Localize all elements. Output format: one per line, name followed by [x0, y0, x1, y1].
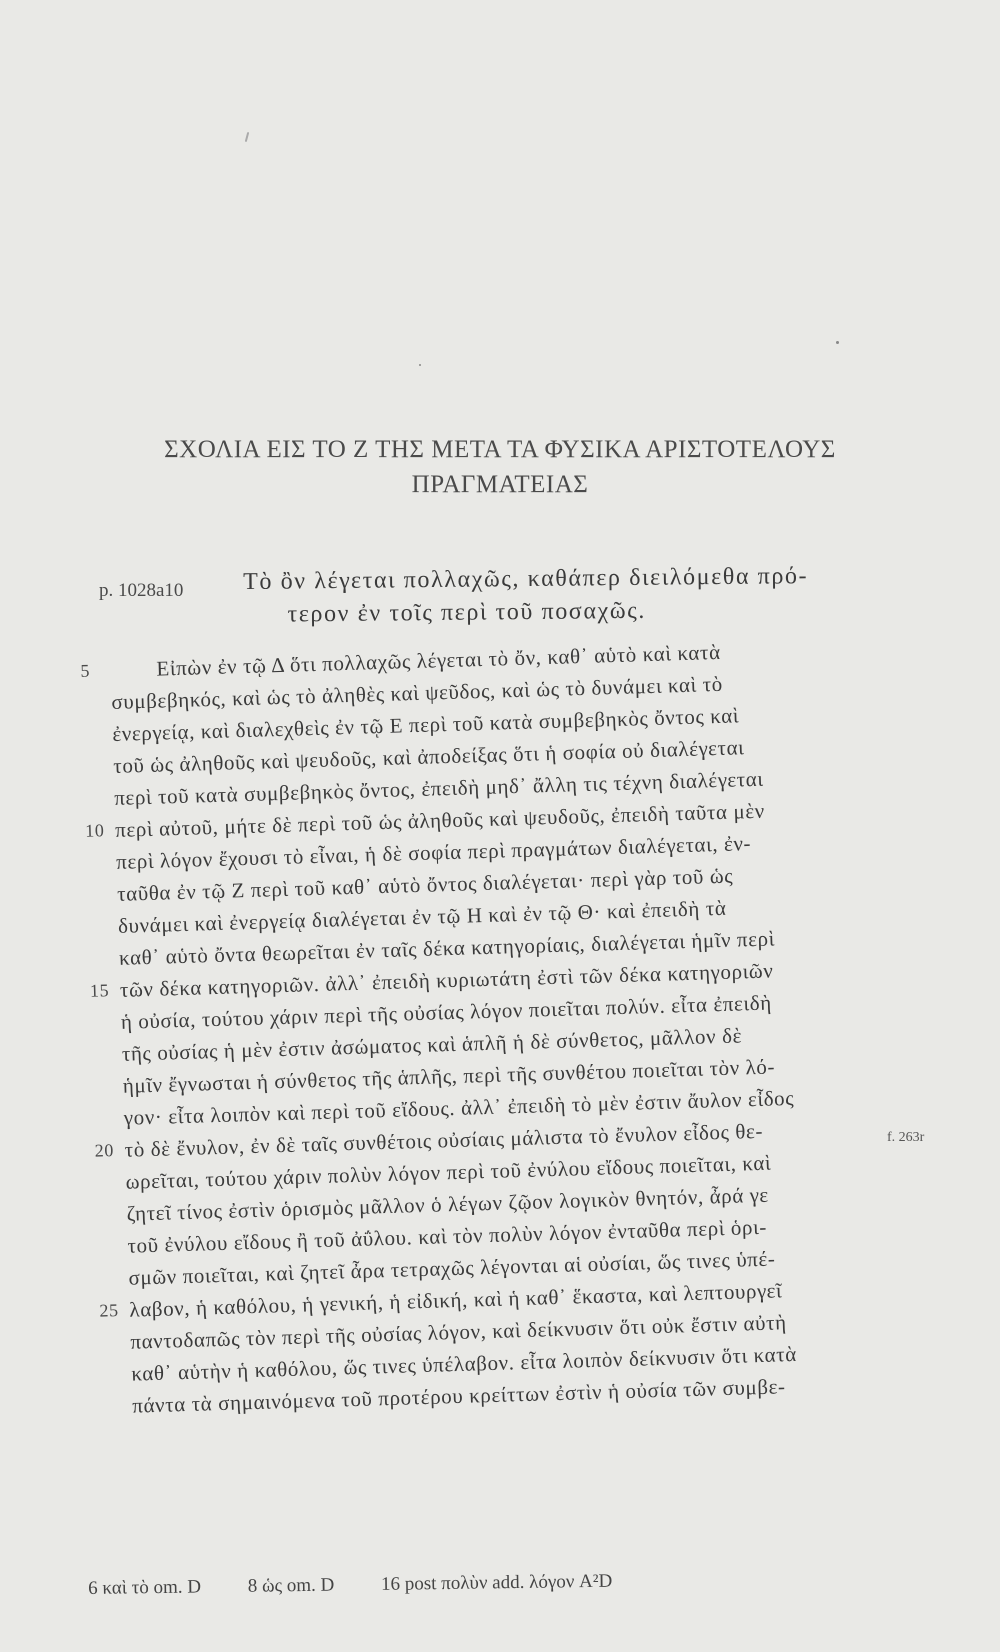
line-number: 5: [80, 660, 91, 681]
line-text: τῆς οὐσίας ἡ μὲν ἐστιν ἀσώματος καὶ ἁπλῆ ἡ δὲ σύνθετος, μᾶλλον δὲ: [121, 1023, 743, 1066]
line-number: [93, 1102, 117, 1103]
line-text: καθ᾽ αὑτὴν ἡ καθόλου, ὥς τινες ὑπέλαβον. εἶτα λοιπὸν δείκνυσιν ὅτι κατὰ: [131, 1341, 798, 1386]
page-title: [80, 432, 920, 502]
line-number: [83, 750, 107, 751]
line-text: τοῦ ἐνύλου εἴδους ἢ τοῦ ἀΰλου. καὶ τὸν πολὺν λόγον ἐνταῦθα περὶ ὁρι-: [127, 1214, 768, 1258]
line-number: [91, 1038, 115, 1039]
line-text: τῶν δέκα κατηγοριῶν. ἀλλ᾽ ἐπειδὴ κυριωτάτη ἐστὶ τῶν δέκα κατηγοριῶν: [119, 958, 774, 1002]
line-text: γον· εἶτα λοιπὸν καὶ περὶ τοῦ εἴδους. ἀλλ᾽ ἐπειδὴ τὸ μὲν ἐστιν ἄυλον εἶδος: [123, 1085, 795, 1130]
line-number: 20: [94, 1140, 115, 1161]
line-text: ἡ οὐσία, τούτου χάριν περὶ τῆς οὐσίας λόγον ποιεῖται πολύν. εἶτα ἐπειδὴ: [120, 990, 773, 1034]
line-text: συμβεβηκός, καὶ ὡς τὸ ἀληθὲς καὶ ψεῦδος, καὶ ὡς τὸ δυνάμει καὶ τὸ: [111, 671, 724, 714]
commentary-text: [80, 631, 917, 1422]
line-number: 15: [89, 980, 110, 1001]
apparatus-criticus: [88, 1567, 908, 1600]
line-text: δυνάμει καὶ ἐνεργείᾳ διαλέγεται ἐν τῷ Η καὶ ἐν τῷ Θ· καὶ ἐπειδὴ τὰ: [117, 895, 727, 938]
line-number: [84, 782, 108, 783]
line-number: [88, 910, 112, 911]
line-text: περὶ λόγον ἔχουσι τὸ εἶναι, ἡ δὲ σοφία περὶ πραγμάτων διαλέγεται, ἐν-: [115, 831, 752, 874]
line-number: [89, 942, 113, 943]
line-number: [82, 718, 106, 719]
line-text: λαβον, ἡ καθόλου, ἡ γενική, ἡ εἰδική, καὶ ἡ καθ᾽ ἕκαστα, καὶ λεπτουργεῖ: [129, 1278, 783, 1322]
line-text: ταῦθα ἐν τῷ Ζ περὶ τοῦ καθ᾽ αὑτὸ ὄντος διαλέγεται· περὶ γὰρ τοῦ ὡς: [116, 863, 734, 906]
paper-speck: [836, 341, 839, 344]
line-text: σμῶν ποιεῖται, καὶ ζητεῖ ἆρα τετραχῶς λέγονται αἱ οὐσίαι, ὥς τινες ὑπέ-: [128, 1246, 776, 1290]
apparatus-note: 6 καὶ τὸ om. D: [88, 1576, 202, 1599]
line-number: [92, 1070, 116, 1071]
line-number: 25: [99, 1300, 119, 1321]
lemma-reference: p. 1028a10: [99, 580, 184, 601]
line-text: περὶ τοῦ κατὰ συμβεβηκὸς ὄντος, ἐπειδὴ μηδ᾽ ἄλλη τις τέχνη διαλέγεται: [113, 766, 764, 810]
line-text: ἐνεργείᾳ, καὶ διαλεχθεὶς ἐν τῷ Ε περὶ τοῦ κατὰ συμβεβηκὸς ὄντος καὶ: [112, 703, 740, 746]
line-number: [96, 1198, 120, 1199]
lemma-line-1: Τὸ ὂν λέγεται πολλαχῶς, καθάπερ διειλόμεθα πρό-: [243, 563, 809, 595]
line-text: τὸ δὲ ἔνυλον, ἐν δὲ ταῖς συνθέτοις οὐσίαις μάλιστα τὸ ἔνυλον εἶδος θε-: [124, 1118, 764, 1162]
line-number: [98, 1262, 122, 1263]
line-text: ωρεῖται, τούτου χάριν πολὺν λόγον περὶ τοῦ ἐνύλου εἴδους ποιεῖται, καὶ: [125, 1150, 772, 1194]
line-number: [97, 1230, 121, 1231]
line-text: παντοδαπῶς τὸν περὶ τῆς οὐσίας λόγον, καὶ δείκνυσιν ὅτι οὐκ ἔστιν αὐτὴ: [130, 1310, 787, 1354]
paper-speck: [419, 364, 421, 366]
paper-speck: [245, 132, 250, 142]
line-text: πάντα τὰ σημαινόμενα τοῦ προτέρου κρείττων ἐστὶν ἡ οὐσία τῶν συμβε-: [131, 1374, 786, 1418]
line-number: [102, 1390, 126, 1391]
title-line-1: ΣΧΟΛΙΑ ΕΙΣ ΤΟ Ζ ΤΗΣ ΜΕΤΑ ΤΑ ΦΥΣΙΚΑ ΑΡΙΣΤΟΤΕΛΟΥΣ: [164, 436, 836, 463]
line-text: καθ᾽ αὑτὸ ὄντα θεωρεῖται ἐν ταῖς δέκα κατηγορίαις, διαλέγεται ἡμῖν περὶ: [118, 926, 776, 970]
line-text: Εἰπὼν ἐν τῷ Δ ὅτι πολλαχῶς λέγεται τὸ ὄν, καθ᾽ αὑτὸ καὶ κατὰ: [156, 639, 721, 681]
line-text: ζητεῖ τίνος ἐστὶν ὁρισμὸς μᾶλλον ὁ λέγων ζῷον λογικὸν θνητόν, ἆρά γε: [126, 1182, 770, 1226]
line-text: τοῦ ὡς ἀληθοῦς καὶ ψευδοῦς, καὶ ἀποδείξας ὅτι ἡ σοφία οὐ διαλέγεται: [112, 735, 745, 778]
line-number: 10: [84, 820, 105, 841]
lemma: [243, 559, 894, 632]
folio-marker: f. 263r: [887, 1130, 925, 1145]
line-text: περὶ αὐτοῦ, μήτε δὲ περὶ τοῦ ὡς ἀληθοῦς καὶ ψευδοῦς, ἐπειδὴ ταῦτα μὲν: [114, 798, 766, 842]
apparatus-note: 16 post πολὺν add. λόγον A²D: [380, 1570, 613, 1595]
line-number: [87, 878, 111, 879]
apparatus-note: 8 ὡς om. D: [247, 1574, 335, 1597]
lemma-line-2: τερον ἐν τοῖς περὶ τοῦ ποσαχῶς.: [287, 597, 647, 628]
line-number: [101, 1358, 125, 1359]
line-text: ἡμῖν ἔγνωσται ἡ σύνθετος τῆς ἁπλῆς, περὶ τῆς συνθέτου ποιεῖται τὸν λό-: [122, 1054, 776, 1098]
title-line-2: ΠΡΑΓΜΑΤΕΙΑΣ: [411, 471, 589, 498]
